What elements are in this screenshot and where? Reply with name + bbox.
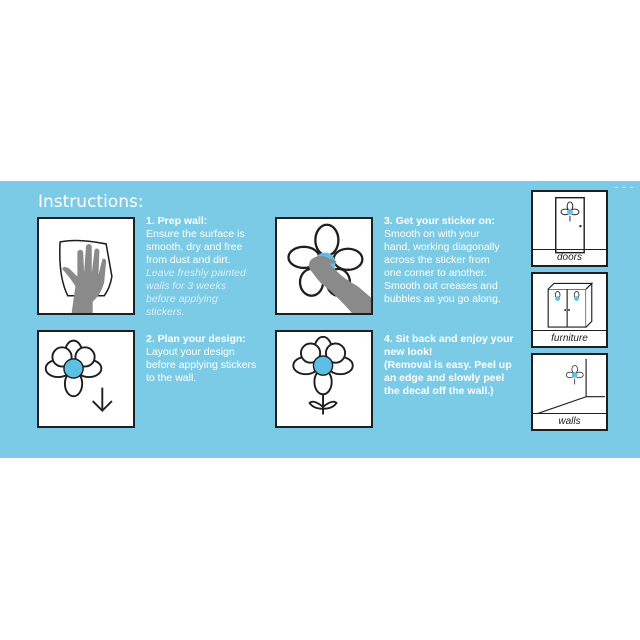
step-3-text — [384, 215, 504, 306]
surface-doors-label: doors — [556, 252, 582, 263]
hand-smoothing-sticker-icon — [277, 219, 371, 313]
step-2-heading: 2. Plan your design: — [146, 333, 246, 345]
furniture-label-divider — [533, 330, 606, 331]
step-3-illustration — [275, 217, 373, 315]
step-2-body: Layout your design before applying stickers to the wall. — [146, 346, 257, 384]
decorative-dots: - - - — [615, 182, 634, 192]
step-3-body: Smooth on with your hand, working diagonally across the sticker from one corner to another. Smooth out creases and bubbles as you go along. — [384, 228, 501, 305]
surface-walls-label: walls — [558, 416, 581, 427]
step-3-heading: 3. Get your sticker on: — [384, 215, 495, 227]
step-1-note: Leave freshly painted walls for 3 weeks before applying stickers. — [146, 267, 246, 318]
surface-doors — [531, 190, 608, 267]
flower-arrow-icon — [39, 332, 133, 426]
step-2-illustration — [37, 330, 135, 428]
step-4-illustration — [275, 330, 373, 428]
surface-furniture — [531, 272, 608, 348]
step-1-text — [146, 215, 256, 319]
flower-stem-icon — [277, 332, 371, 426]
cloth-hand-icon — [39, 219, 133, 313]
step-4-text — [384, 333, 519, 398]
step-4-body: (Removal is easy. Peel up an edge and slowly peel the decal off the wall.) — [384, 359, 512, 397]
doors-label-divider — [533, 249, 606, 250]
walls-label-divider — [533, 413, 606, 414]
step-1-heading: 1. Prep wall: — [146, 215, 208, 227]
instructions-title: Instructions: — [38, 192, 144, 212]
step-2-text — [146, 333, 261, 385]
step-4-heading: 4. Sit back and enjoy your new look! — [384, 333, 514, 358]
step-1-body: Ensure the surface is smooth, dry and free from dust and dirt. — [146, 228, 245, 266]
surface-furniture-label: furniture — [551, 333, 588, 344]
step-1-illustration — [37, 217, 135, 315]
surface-walls — [531, 353, 608, 431]
